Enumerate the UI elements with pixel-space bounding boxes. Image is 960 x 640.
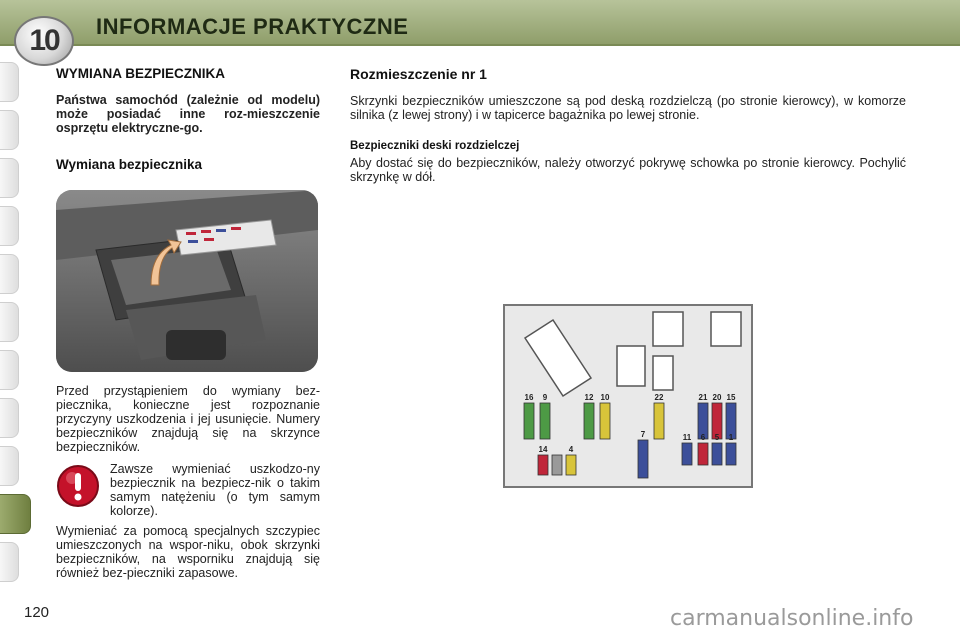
fuse-number-label: 5: [714, 433, 720, 442]
fuse-number-label: 16: [524, 393, 534, 402]
fuse: [600, 403, 610, 439]
side-tab[interactable]: [0, 62, 19, 102]
section-title: WYMIANA BEZPIECZNIKA: [56, 66, 225, 81]
body-paragraph: Aby dostać się do bezpieczników, należy otworzyć pokrywę schowka po stronie kierowcy. Pochylić skrzynkę w dół.: [350, 156, 906, 184]
section-title: Rozmieszczenie nr 1: [350, 66, 487, 82]
fuse-box-diagram: [503, 304, 753, 488]
fuse-number-label: 15: [726, 393, 736, 402]
side-tab-active[interactable]: [0, 494, 31, 534]
side-tab[interactable]: [0, 302, 19, 342]
fuse: [682, 443, 692, 465]
subsection-title: Wymiana bezpiecznika: [56, 157, 203, 172]
fuse-number-label: 9: [542, 393, 548, 402]
side-tab[interactable]: [0, 398, 19, 438]
warning-box: [56, 462, 320, 518]
fuse: [726, 443, 736, 465]
side-tab[interactable]: [0, 446, 19, 486]
fuse-number-label: 22: [654, 393, 664, 402]
warning-text: Zawsze wymieniać uszkodzo-ny bezpiecznik na bezpiecz-nik o takim samym natężeniu (o tym samym kolorze).: [110, 462, 320, 518]
side-tab[interactable]: [0, 110, 19, 150]
warning-exclamation-icon: [56, 464, 100, 508]
body-paragraph: Wymieniać za pomocą specjalnych szczypiec umieszczonych na wspor-niku, obok skrzynki bezpieczników, na wsporniku znajdują się również bez-pieczniki zapasowe.: [56, 524, 320, 580]
subsection-title: Bezpieczniki deski rozdzielczej: [350, 140, 520, 152]
relay-slot: [653, 356, 673, 390]
fuse-number-label: 7: [640, 430, 646, 439]
fuse: [584, 403, 594, 439]
side-tab[interactable]: [0, 206, 19, 246]
relay-slot: [653, 312, 683, 346]
watermark-text: carmanualsonline.info: [670, 606, 914, 631]
relay-slot: [617, 346, 645, 386]
fuse: [698, 443, 708, 465]
intro-text: Państwa samochód (zależnie od modelu) może posiadać inne roz-mieszczenie osprzętu elektryczne-go.: [56, 93, 320, 135]
fuse: [540, 403, 550, 439]
right-column: [350, 66, 906, 184]
body-paragraph: Skrzynki bezpieczników umieszczone są pod deską rozdzielczą (po stronie kierowcy), w komorze silnika (z lewej strony) i w tapicerce bagażnika po lewej stronie.: [350, 94, 906, 122]
fuse: [538, 455, 548, 475]
fuse: [566, 455, 576, 475]
fuse: [552, 455, 562, 475]
side-tab[interactable]: [0, 350, 19, 390]
fuse-number-label: 12: [584, 393, 594, 402]
relay-slot: [711, 312, 741, 346]
left-column: [56, 66, 320, 580]
fuse-number-label: 1: [728, 433, 734, 442]
chapter-side-tabs: [0, 62, 34, 590]
fuse: [712, 443, 722, 465]
chapter-number-badge: 10: [14, 16, 74, 66]
fuse-number-label: 4: [568, 445, 574, 454]
fuse-number-label: 11: [682, 433, 692, 442]
side-tab[interactable]: [0, 254, 19, 294]
side-tab[interactable]: [0, 542, 19, 582]
fuse-compartment-photo: [56, 190, 318, 372]
fuse: [524, 403, 534, 439]
fuse: [638, 440, 648, 478]
fuse-number-label: 10: [600, 393, 610, 402]
fuse: [654, 403, 664, 439]
side-tab[interactable]: [0, 158, 19, 198]
chapter-title: INFORMACJE PRAKTYCZNE: [96, 14, 409, 39]
fuse-number-label: 6: [700, 433, 706, 442]
page-number: 120: [24, 604, 50, 621]
fuse-number-label: 21: [698, 393, 708, 402]
fuse-number-label: 20: [712, 393, 722, 402]
fuse-number-label: 14: [538, 445, 548, 454]
body-paragraph: Przed przystąpieniem do wymiany bez-piecznika, konieczne jest rozpoznanie przyczyny uszkodzenia i jej usunięcie. Numery bezpieczników znajdują się na skrzynce bezpieczników.: [56, 384, 320, 454]
